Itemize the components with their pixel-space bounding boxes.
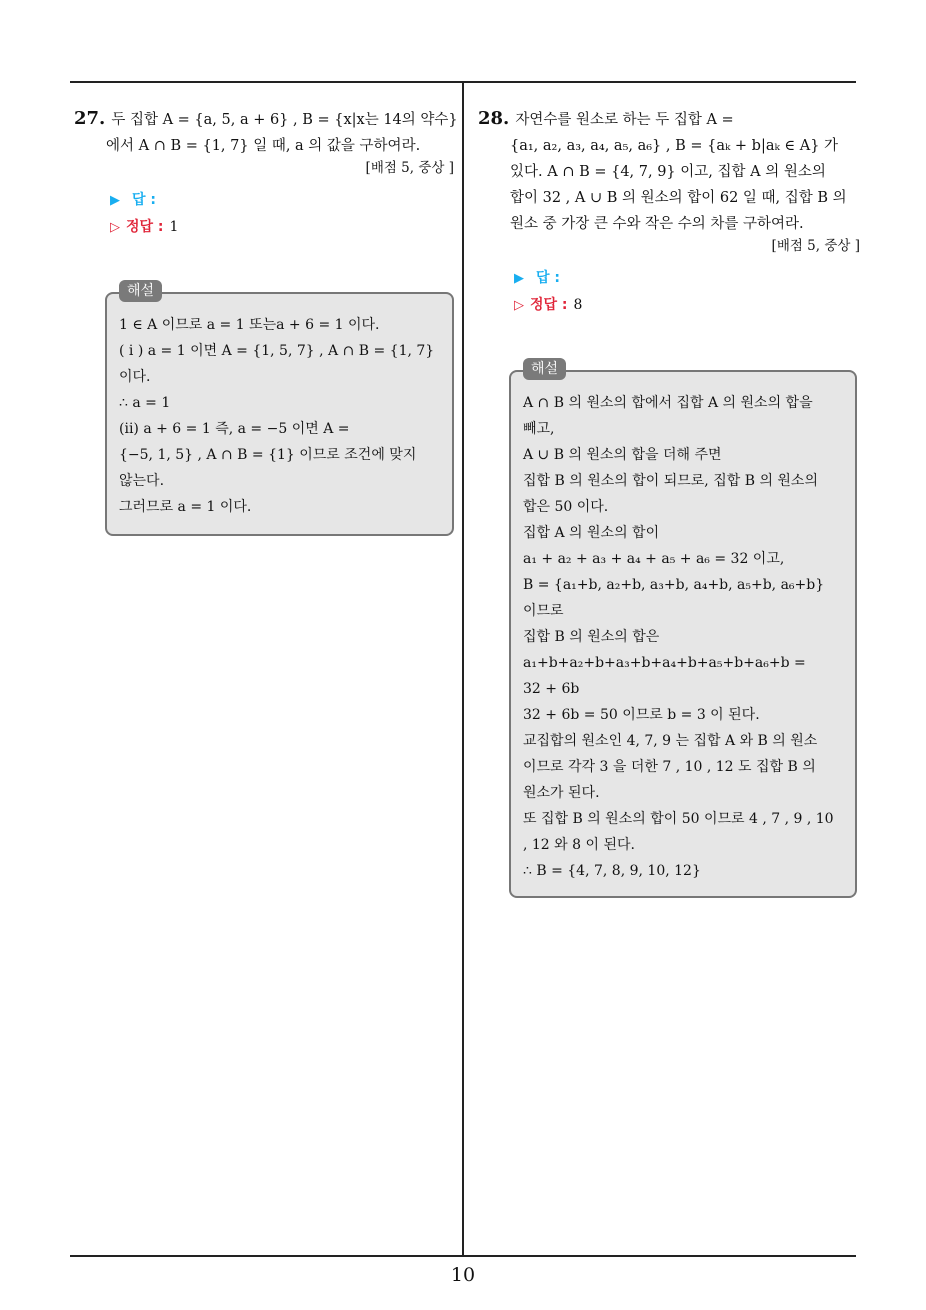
- explanation-line: 이므로: [523, 603, 564, 619]
- explanation-line: ∴ B = {4, 7, 8, 9, 10, 12}: [523, 863, 701, 879]
- explanation-line: A ∪ B 의 원소의 합을 더해 주면: [523, 447, 722, 463]
- question-28-text-4: 합이 32 , A ∪ B 의 원소의 합이 62 일 때, 집합 B 의: [510, 190, 847, 206]
- page-number: 10: [450, 1264, 476, 1286]
- question-28-text-5: 원소 중 가장 큰 수와 작은 수의 차를 구하여라.: [510, 216, 804, 232]
- explanation-line: 32 + 6b: [523, 681, 580, 697]
- explanation-line: 이므로 각각 3 을 더한 7 , 10 , 12 도 집합 B 의: [523, 759, 816, 775]
- bottom-rule: [70, 1255, 856, 1257]
- question-27-score: [배점 5, 중상 ]: [365, 160, 454, 176]
- explanation-line: 집합 A 의 원소의 합이: [523, 525, 660, 541]
- explanation-line: 그러므로 a = 1 이다.: [119, 499, 252, 515]
- question-28-line-4: [478, 185, 860, 211]
- question-27-number: 27.: [74, 108, 106, 129]
- explanation-tag: 해설: [119, 280, 162, 302]
- explanation-line: 1 ∈ A 이므로 a = 1 또는a + 6 = 1 이다.: [119, 317, 380, 333]
- explanation-line: 교집합의 원소인 4, 7, 9 는 집합 A 와 B 의 원소: [523, 733, 818, 749]
- question-27-line-1: [74, 106, 458, 133]
- question-27-answer: [74, 187, 454, 214]
- explanation-line: 또 집합 B 의 원소의 합이 50 이므로 4 , 7 , 9 , 10: [523, 811, 834, 827]
- answer-label: 답 :: [132, 192, 156, 208]
- explanation-line: ∴ a = 1: [119, 395, 171, 411]
- explanation-line: {−5, 1, 5} , A ∩ B = {1} 이므로 조건에 맞지: [119, 447, 417, 463]
- explanation-line: 합은 50 이다.: [523, 499, 609, 515]
- explanation-line: 원소가 된다.: [523, 785, 600, 801]
- explanation-line: B = {a₁+b, a₂+b, a₃+b, a₄+b, a₅+b, a₆+b}: [523, 577, 825, 593]
- explanation-line: 빼고,: [523, 421, 555, 437]
- question-27: [74, 106, 458, 241]
- question-28-answer: [478, 265, 860, 292]
- question-28-line-2: [478, 133, 860, 159]
- question-28-number: 28.: [478, 108, 510, 129]
- explanation-line: 32 + 6b = 50 이므로 b = 3 이 된다.: [523, 707, 760, 723]
- explanation-tag: 해설: [523, 358, 566, 380]
- correct-value: 8: [573, 297, 583, 313]
- question-27-line-2: [74, 133, 454, 159]
- question-28-correct: [478, 292, 860, 319]
- explanation-line: 집합 B 의 원소의 합이 되므로, 집합 B 의 원소의: [523, 473, 818, 489]
- explanation-line: 않는다.: [119, 473, 165, 489]
- explanation-line: a₁ + a₂ + a₃ + a₄ + a₅ + a₆ = 32 이고,: [523, 551, 785, 567]
- column-divider: [462, 82, 464, 1256]
- outline-triangle-icon: ▷: [514, 298, 524, 313]
- explanation-box-28: [509, 361, 857, 898]
- question-28-line-5: [478, 211, 860, 237]
- correct-label: 정답 :: [530, 297, 568, 313]
- explanation-line: A ∩ B 의 원소의 합에서 집합 A 의 원소의 합을: [523, 395, 813, 411]
- correct-value: 1: [169, 219, 179, 235]
- explanation-line: , 12 와 8 이 된다.: [523, 837, 635, 853]
- question-28-text-1: 자연수를 원소로 하는 두 집합 A =: [515, 112, 734, 128]
- outline-triangle-icon: ▷: [110, 220, 120, 235]
- question-28-text-2: {a₁, a₂, a₃, a₄, a₅, a₆} , B = {aₖ + b|aₖ ∈ A} 가: [510, 138, 839, 154]
- question-28: [478, 106, 860, 319]
- explanation-line: a₁+b+a₂+b+a₃+b+a₄+b+a₅+b+a₆+b =: [523, 655, 806, 671]
- answer-label: 답 :: [536, 270, 560, 286]
- question-27-text-1: 두 집합 A = {a, 5, a + 6} , B = {x|x는 14의 약수}: [111, 112, 458, 128]
- explanation-line: 이다.: [119, 369, 151, 385]
- question-28-line-3: [478, 159, 860, 185]
- explanation-line: (ii) a + 6 = 1 즉, a = −5 이면 A =: [119, 421, 350, 437]
- explanation-box-27: [105, 283, 454, 536]
- question-28-text-3: 있다. A ∩ B = {4, 7, 9} 이고, 집합 A 의 원소의: [510, 164, 826, 180]
- question-28-line-1: [478, 106, 860, 133]
- question-28-score: [배점 5, 중상 ]: [771, 238, 860, 254]
- explanation-27-body: [119, 312, 434, 520]
- play-triangle-icon: ▶: [110, 193, 120, 208]
- question-27-correct: [74, 214, 454, 241]
- explanation-28-body: [523, 390, 834, 884]
- question-27-text-2: 에서 A ∩ B = {1, 7} 일 때, a 의 값을 구하여라.: [106, 138, 421, 154]
- explanation-line: ( i ) a = 1 이면 A = {1, 5, 7} , A ∩ B = {1, 7}: [119, 343, 435, 359]
- explanation-line: 집합 B 의 원소의 합은: [523, 629, 660, 645]
- correct-label: 정답 :: [126, 219, 164, 235]
- play-triangle-icon: ▶: [514, 271, 524, 286]
